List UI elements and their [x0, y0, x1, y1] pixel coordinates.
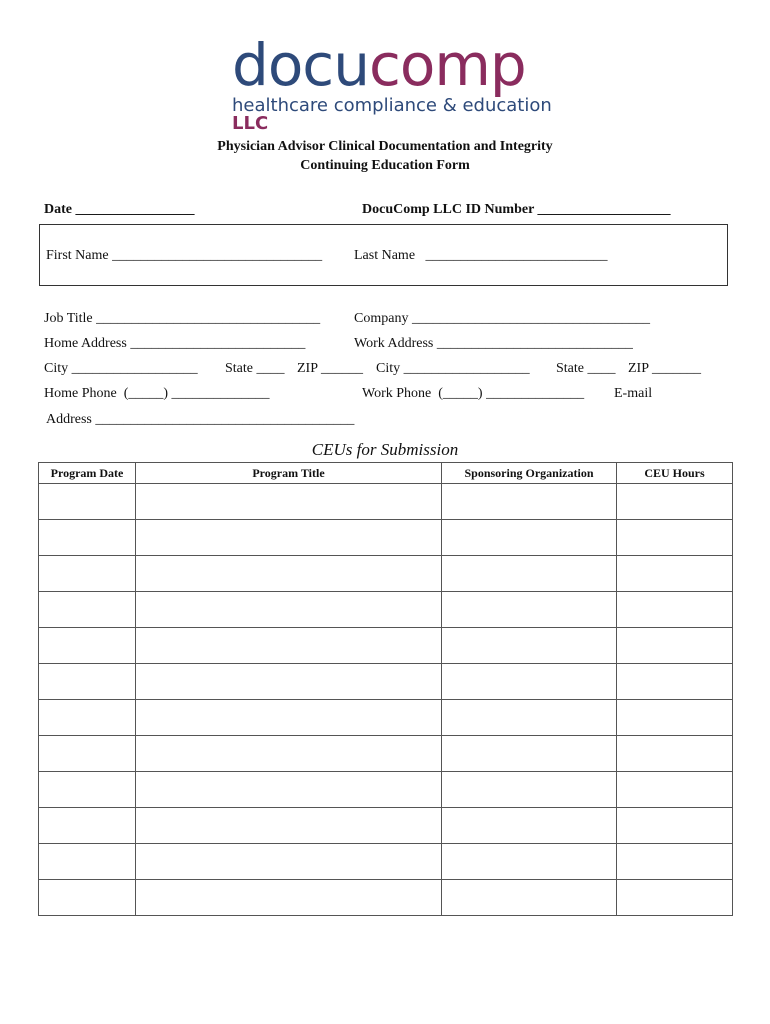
table-row — [39, 556, 733, 592]
sponsoring-organization-cell[interactable] — [442, 772, 617, 808]
program-date-cell[interactable] — [39, 484, 136, 520]
ceu-hours-cell[interactable] — [617, 700, 733, 736]
home-city-field[interactable]: City __________________ — [44, 361, 198, 376]
company-field[interactable]: Company __________________________________ — [354, 311, 650, 326]
ceu-hours-cell[interactable] — [617, 484, 733, 520]
col-program-title: Program Title — [136, 463, 442, 484]
program-title-cell[interactable] — [136, 484, 442, 520]
sponsoring-organization-cell[interactable] — [442, 484, 617, 520]
id-number-field[interactable]: DocuComp LLC ID Number ___________________ — [362, 202, 671, 217]
program-title-cell[interactable] — [136, 736, 442, 772]
program-date-cell[interactable] — [39, 844, 136, 880]
ceu-hours-cell[interactable] — [617, 880, 733, 916]
sponsoring-organization-cell[interactable] — [442, 520, 617, 556]
program-title-cell[interactable] — [136, 520, 442, 556]
program-title-cell[interactable] — [136, 880, 442, 916]
job-title-field[interactable]: Job Title ________________________________ — [44, 311, 321, 326]
sponsoring-organization-cell[interactable] — [442, 556, 617, 592]
sponsoring-organization-cell[interactable] — [442, 736, 617, 772]
ceu-hours-cell[interactable] — [617, 736, 733, 772]
last-name-field[interactable]: Last Name __________________________ — [354, 248, 608, 263]
table-row — [39, 628, 733, 664]
ceu-table — [38, 462, 733, 916]
work-phone-field[interactable]: Work Phone (_____) ______________ — [362, 386, 585, 401]
form-title-line1: Physician Advisor Clinical Documentation and Integrity — [217, 139, 553, 154]
program-title-cell[interactable] — [136, 700, 442, 736]
program-title-cell[interactable] — [136, 664, 442, 700]
docucomp-logo — [232, 31, 552, 134]
ceu-heading: CEUs for Submission — [311, 440, 459, 459]
program-title-cell[interactable] — [136, 772, 442, 808]
program-date-cell[interactable] — [39, 664, 136, 700]
table-row — [39, 520, 733, 556]
address-field[interactable]: Address _____________________________________ — [46, 412, 355, 427]
home-state-field[interactable]: State ____ — [225, 361, 285, 376]
sponsoring-organization-cell[interactable] — [442, 880, 617, 916]
program-date-cell[interactable] — [39, 880, 136, 916]
ceu-hours-cell[interactable] — [617, 556, 733, 592]
ceu-hours-cell[interactable] — [617, 844, 733, 880]
col-program-date: Program Date — [39, 463, 136, 484]
program-title-cell[interactable] — [136, 556, 442, 592]
program-title-cell[interactable] — [136, 844, 442, 880]
email-field[interactable]: E-mail — [614, 386, 653, 401]
table-row — [39, 700, 733, 736]
work-zip-field[interactable]: ZIP _______ — [628, 361, 701, 376]
table-row — [39, 484, 733, 520]
ceu-hours-cell[interactable] — [617, 520, 733, 556]
col-sponsoring-organization: Sponsoring Organization — [442, 463, 617, 484]
table-row — [39, 592, 733, 628]
ceu-hours-cell[interactable] — [617, 664, 733, 700]
ceu-hours-cell[interactable] — [617, 772, 733, 808]
program-date-cell[interactable] — [39, 736, 136, 772]
ceu-hours-cell[interactable] — [617, 592, 733, 628]
work-state-field[interactable]: State ____ — [556, 361, 616, 376]
program-date-cell[interactable] — [39, 628, 136, 664]
table-row — [39, 664, 733, 700]
first-name-field[interactable]: First Name ______________________________ — [46, 248, 323, 263]
home-address-field[interactable]: Home Address _________________________ — [44, 336, 306, 351]
work-city-field[interactable]: City __________________ — [376, 361, 530, 376]
program-title-cell[interactable] — [136, 628, 442, 664]
program-date-cell[interactable] — [39, 700, 136, 736]
sponsoring-organization-cell[interactable] — [442, 844, 617, 880]
ceu-hours-cell[interactable] — [617, 808, 733, 844]
program-title-cell[interactable] — [136, 592, 442, 628]
logo-tagline: healthcare compliance & education LLC — [232, 95, 552, 134]
table-row — [39, 844, 733, 880]
sponsoring-organization-cell[interactable] — [442, 628, 617, 664]
col-ceu-hours: CEU Hours — [617, 463, 733, 484]
ceu-hours-cell[interactable] — [617, 628, 733, 664]
table-row — [39, 808, 733, 844]
sponsoring-organization-cell[interactable] — [442, 664, 617, 700]
program-title-cell[interactable] — [136, 808, 442, 844]
program-date-cell[interactable] — [39, 592, 136, 628]
table-row — [39, 772, 733, 808]
sponsoring-organization-cell[interactable] — [442, 592, 617, 628]
program-date-cell[interactable] — [39, 520, 136, 556]
home-zip-field[interactable]: ZIP ______ — [297, 361, 363, 376]
program-date-cell[interactable] — [39, 772, 136, 808]
home-phone-field[interactable]: Home Phone (_____) ______________ — [44, 386, 270, 401]
sponsoring-organization-cell[interactable] — [442, 808, 617, 844]
ceu-header-row — [39, 463, 733, 484]
work-address-field[interactable]: Work Address ____________________________ — [354, 336, 633, 351]
form-title-line2: Continuing Education Form — [300, 158, 470, 173]
logo-wordmark: docucomp — [232, 31, 526, 99]
date-field[interactable]: Date _________________ — [44, 202, 195, 217]
sponsoring-organization-cell[interactable] — [442, 700, 617, 736]
table-row — [39, 736, 733, 772]
program-date-cell[interactable] — [39, 556, 136, 592]
program-date-cell[interactable] — [39, 808, 136, 844]
table-row — [39, 880, 733, 916]
